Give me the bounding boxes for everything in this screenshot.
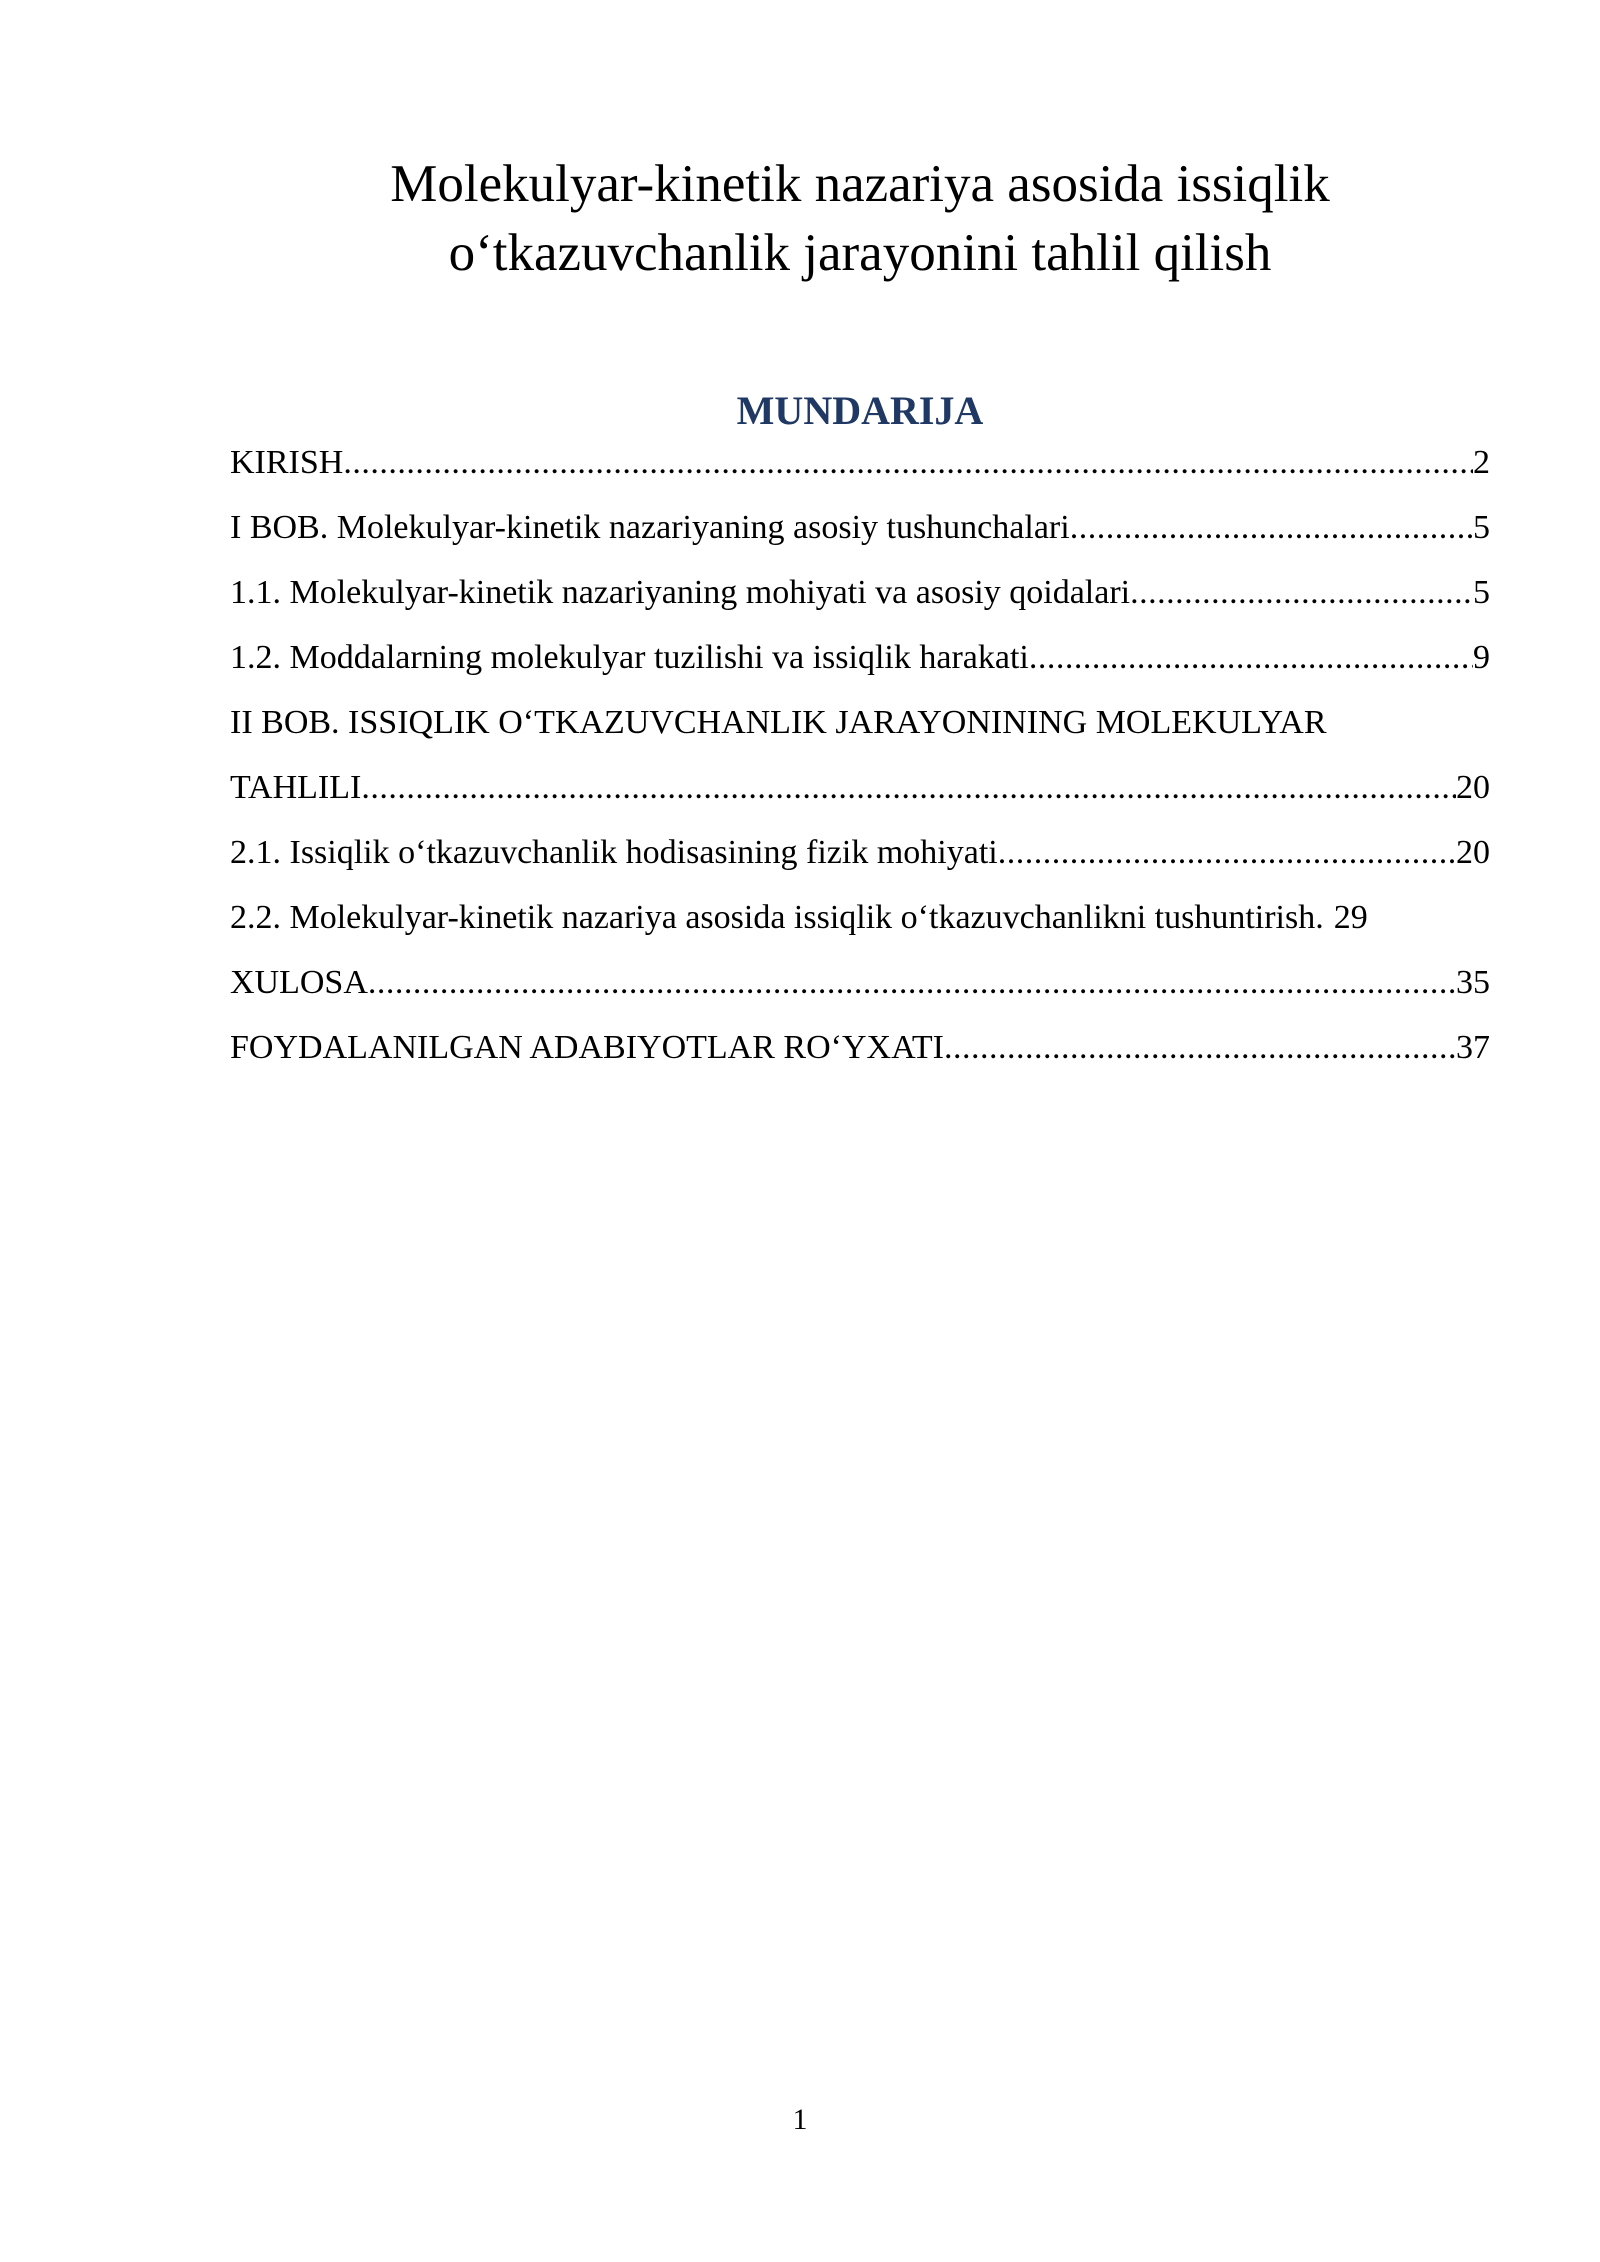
toc-entry-chapter-2-continued[interactable] <box>230 755 1490 820</box>
toc-entry-page: 5 <box>1473 509 1490 546</box>
toc-dot-leader <box>1029 625 1473 690</box>
toc-entry-page: 9 <box>1473 639 1490 676</box>
toc-dot-leader <box>1130 560 1473 625</box>
toc-dot-leader <box>343 430 1473 495</box>
toc-entry-section-1-2[interactable] <box>230 625 1490 690</box>
toc-entry-label: 2.2. Molekulyar-kinetik nazariya asosida issiqlik o‘tkazuvchanlikni tushuntirish. <box>230 899 1324 936</box>
toc-entry-kirish[interactable] <box>230 430 1490 495</box>
toc-dot-leader <box>944 1015 1456 1080</box>
toc-entry-page: 20 <box>1456 769 1490 806</box>
toc-entry-label: I BOB. Molekulyar-kinetik nazariyaning asosiy tushunchalari <box>230 509 1070 546</box>
toc-entry-label: 2.1. Issiqlik o‘tkazuvchanlik hodisasining fizik mohiyati <box>230 834 998 871</box>
toc-dot-leader <box>361 755 1456 820</box>
toc-entry-section-1-1[interactable] <box>230 560 1490 625</box>
toc-entry-page: 37 <box>1456 1029 1490 1066</box>
document-title-line-1: Molekulyar-kinetik nazariya asosida issiqlik <box>390 155 1330 213</box>
toc-entry-label: 1.2. Moddalarning molekulyar tuzilishi va issiqlik harakati <box>230 639 1029 676</box>
toc-entry-chapter-2[interactable] <box>230 690 1490 755</box>
toc-entry-label: 1.1. Molekulyar-kinetik nazariyaning mohiyati va asosiy qoidalari <box>230 574 1131 611</box>
toc-entry-page: 35 <box>1456 964 1490 1001</box>
toc-dot-leader <box>998 820 1456 885</box>
toc-entry-label: II BOB. ISSIQLIK O‘TKAZUVCHANLIK JARAYONINING MOLEKULYAR <box>230 704 1327 741</box>
toc-entry-section-2-2[interactable] <box>230 885 1490 950</box>
table-of-contents <box>230 430 1490 1080</box>
toc-dot-leader <box>1070 495 1473 560</box>
toc-entry-label: FOYDALANILGAN ADABIYOTLAR RO‘YXATI <box>230 1029 944 1066</box>
toc-dot-leader <box>368 950 1456 1015</box>
toc-entry-label: XULOSA <box>230 964 368 1001</box>
toc-entry-xulosa[interactable] <box>230 950 1490 1015</box>
toc-entry-chapter-1[interactable] <box>230 495 1490 560</box>
document-title <box>230 150 1490 288</box>
toc-entry-page: 2 <box>1473 444 1490 481</box>
document-title-line-2: o‘tkazuvchanlik jarayonini tahlil qilish <box>448 224 1272 282</box>
page-number: 1 <box>792 2103 808 2136</box>
toc-entry-label: KIRISH <box>230 444 344 481</box>
toc-entry-references[interactable] <box>230 1015 1490 1080</box>
toc-entry-section-2-1[interactable] <box>230 820 1490 885</box>
toc-heading: MUNDARIJA <box>736 388 984 433</box>
toc-entry-label: TAHLILI <box>230 769 362 806</box>
toc-entry-page: 20 <box>1456 834 1490 871</box>
toc-entry-page: 29 <box>1333 899 1368 936</box>
toc-entry-page: 5 <box>1473 574 1490 611</box>
